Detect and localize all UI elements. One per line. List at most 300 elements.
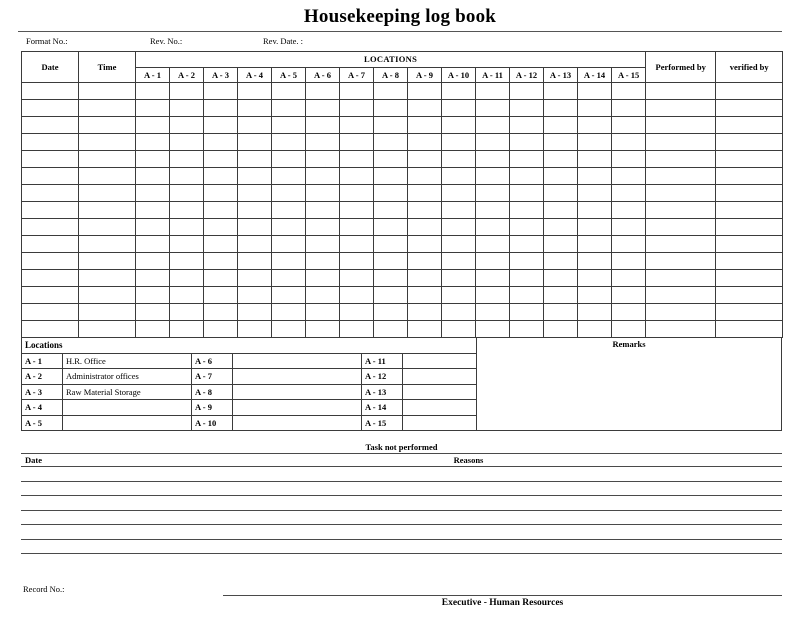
table-cell[interactable] bbox=[442, 253, 476, 270]
table-cell[interactable] bbox=[544, 321, 578, 338]
table-cell[interactable] bbox=[79, 219, 136, 236]
table-cell[interactable] bbox=[716, 134, 783, 151]
table-cell[interactable] bbox=[408, 321, 442, 338]
table-cell[interactable] bbox=[646, 185, 716, 202]
table-cell[interactable] bbox=[170, 253, 204, 270]
table-cell[interactable] bbox=[170, 202, 204, 219]
table-cell[interactable] bbox=[544, 100, 578, 117]
table-cell[interactable] bbox=[476, 304, 510, 321]
table-row[interactable] bbox=[22, 151, 783, 168]
table-cell[interactable] bbox=[442, 287, 476, 304]
table-cell[interactable] bbox=[136, 253, 170, 270]
table-cell[interactable] bbox=[578, 202, 612, 219]
table-cell[interactable] bbox=[272, 270, 306, 287]
table-cell[interactable] bbox=[578, 168, 612, 185]
table-cell[interactable] bbox=[79, 202, 136, 219]
table-cell[interactable] bbox=[510, 270, 544, 287]
table-cell[interactable] bbox=[476, 134, 510, 151]
table-cell[interactable] bbox=[22, 83, 79, 100]
table-cell[interactable] bbox=[646, 236, 716, 253]
table-cell[interactable] bbox=[238, 185, 272, 202]
table-cell[interactable] bbox=[204, 168, 238, 185]
table-cell[interactable] bbox=[510, 321, 544, 338]
table-cell[interactable] bbox=[578, 287, 612, 304]
table-cell[interactable] bbox=[306, 253, 340, 270]
table-cell[interactable] bbox=[510, 219, 544, 236]
table-cell[interactable] bbox=[544, 270, 578, 287]
table-cell[interactable] bbox=[170, 168, 204, 185]
table-cell[interactable] bbox=[136, 202, 170, 219]
table-cell[interactable] bbox=[442, 304, 476, 321]
table-cell[interactable] bbox=[544, 117, 578, 134]
table-cell[interactable] bbox=[408, 219, 442, 236]
table-cell[interactable] bbox=[204, 321, 238, 338]
table-cell[interactable] bbox=[204, 253, 238, 270]
table-row[interactable] bbox=[22, 253, 783, 270]
table-cell[interactable] bbox=[79, 117, 136, 134]
table-cell[interactable] bbox=[340, 270, 374, 287]
table-cell[interactable] bbox=[374, 83, 408, 100]
table-cell[interactable] bbox=[22, 100, 79, 117]
table-cell[interactable] bbox=[646, 83, 716, 100]
table-cell[interactable] bbox=[22, 321, 79, 338]
table-row[interactable] bbox=[22, 304, 783, 321]
table-cell[interactable] bbox=[272, 321, 306, 338]
table-cell[interactable] bbox=[476, 219, 510, 236]
table-cell[interactable] bbox=[306, 287, 340, 304]
table-cell[interactable] bbox=[476, 168, 510, 185]
table-cell[interactable] bbox=[306, 151, 340, 168]
table-cell[interactable] bbox=[272, 253, 306, 270]
table-row[interactable] bbox=[22, 219, 783, 236]
task-not-performed-line[interactable] bbox=[21, 510, 782, 525]
table-row[interactable] bbox=[22, 236, 783, 253]
table-cell[interactable] bbox=[442, 134, 476, 151]
table-cell[interactable] bbox=[612, 117, 646, 134]
legend-value[interactable]: Administrator offices bbox=[63, 369, 192, 385]
table-cell[interactable] bbox=[716, 287, 783, 304]
table-cell[interactable] bbox=[170, 117, 204, 134]
table-cell[interactable] bbox=[272, 134, 306, 151]
table-cell[interactable] bbox=[374, 321, 408, 338]
table-cell[interactable] bbox=[544, 253, 578, 270]
table-cell[interactable] bbox=[612, 321, 646, 338]
table-cell[interactable] bbox=[272, 304, 306, 321]
table-cell[interactable] bbox=[442, 100, 476, 117]
table-cell[interactable] bbox=[79, 168, 136, 185]
table-cell[interactable] bbox=[22, 117, 79, 134]
table-cell[interactable] bbox=[578, 134, 612, 151]
table-cell[interactable] bbox=[646, 168, 716, 185]
legend-value[interactable] bbox=[233, 400, 362, 416]
table-cell[interactable] bbox=[204, 151, 238, 168]
table-cell[interactable] bbox=[374, 219, 408, 236]
table-cell[interactable] bbox=[272, 100, 306, 117]
table-cell[interactable] bbox=[204, 134, 238, 151]
table-cell[interactable] bbox=[510, 100, 544, 117]
table-cell[interactable] bbox=[272, 117, 306, 134]
table-cell[interactable] bbox=[408, 117, 442, 134]
table-cell[interactable] bbox=[170, 151, 204, 168]
table-cell[interactable] bbox=[22, 304, 79, 321]
table-cell[interactable] bbox=[272, 236, 306, 253]
table-cell[interactable] bbox=[238, 117, 272, 134]
table-cell[interactable] bbox=[646, 151, 716, 168]
table-cell[interactable] bbox=[442, 117, 476, 134]
table-cell[interactable] bbox=[306, 100, 340, 117]
table-cell[interactable] bbox=[544, 151, 578, 168]
table-cell[interactable] bbox=[716, 236, 783, 253]
table-cell[interactable] bbox=[340, 83, 374, 100]
table-cell[interactable] bbox=[510, 202, 544, 219]
table-cell[interactable] bbox=[510, 253, 544, 270]
legend-value[interactable] bbox=[233, 415, 362, 431]
table-cell[interactable] bbox=[408, 134, 442, 151]
table-cell[interactable] bbox=[79, 287, 136, 304]
table-cell[interactable] bbox=[578, 270, 612, 287]
table-cell[interactable] bbox=[716, 304, 783, 321]
table-cell[interactable] bbox=[408, 270, 442, 287]
task-not-performed-line[interactable] bbox=[21, 495, 782, 510]
table-cell[interactable] bbox=[204, 236, 238, 253]
table-cell[interactable] bbox=[204, 185, 238, 202]
table-cell[interactable] bbox=[204, 100, 238, 117]
table-row[interactable] bbox=[22, 100, 783, 117]
table-cell[interactable] bbox=[136, 100, 170, 117]
table-cell[interactable] bbox=[612, 304, 646, 321]
task-not-performed-line[interactable] bbox=[21, 539, 782, 554]
table-row[interactable] bbox=[22, 117, 783, 134]
table-cell[interactable] bbox=[716, 117, 783, 134]
task-not-performed-line[interactable] bbox=[21, 466, 782, 481]
table-cell[interactable] bbox=[238, 151, 272, 168]
table-cell[interactable] bbox=[544, 185, 578, 202]
table-cell[interactable] bbox=[306, 236, 340, 253]
table-cell[interactable] bbox=[340, 219, 374, 236]
table-cell[interactable] bbox=[476, 100, 510, 117]
table-cell[interactable] bbox=[510, 287, 544, 304]
remarks-panel[interactable] bbox=[477, 338, 782, 431]
table-cell[interactable] bbox=[272, 202, 306, 219]
table-cell[interactable] bbox=[204, 270, 238, 287]
table-cell[interactable] bbox=[716, 321, 783, 338]
table-cell[interactable] bbox=[476, 151, 510, 168]
legend-value[interactable] bbox=[403, 415, 477, 431]
table-cell[interactable] bbox=[136, 168, 170, 185]
table-cell[interactable] bbox=[646, 321, 716, 338]
table-cell[interactable] bbox=[340, 134, 374, 151]
table-cell[interactable] bbox=[442, 236, 476, 253]
table-cell[interactable] bbox=[374, 202, 408, 219]
table-cell[interactable] bbox=[716, 185, 783, 202]
table-cell[interactable] bbox=[408, 185, 442, 202]
table-cell[interactable] bbox=[476, 117, 510, 134]
table-cell[interactable] bbox=[442, 321, 476, 338]
table-cell[interactable] bbox=[306, 321, 340, 338]
table-cell[interactable] bbox=[578, 151, 612, 168]
table-cell[interactable] bbox=[272, 83, 306, 100]
table-cell[interactable] bbox=[136, 270, 170, 287]
table-cell[interactable] bbox=[170, 287, 204, 304]
table-cell[interactable] bbox=[544, 304, 578, 321]
table-cell[interactable] bbox=[578, 117, 612, 134]
table-cell[interactable] bbox=[79, 83, 136, 100]
table-cell[interactable] bbox=[22, 287, 79, 304]
table-cell[interactable] bbox=[238, 219, 272, 236]
table-cell[interactable] bbox=[374, 134, 408, 151]
table-cell[interactable] bbox=[272, 168, 306, 185]
table-cell[interactable] bbox=[408, 304, 442, 321]
table-cell[interactable] bbox=[578, 304, 612, 321]
table-cell[interactable] bbox=[476, 321, 510, 338]
table-cell[interactable] bbox=[340, 117, 374, 134]
table-cell[interactable] bbox=[238, 236, 272, 253]
table-cell[interactable] bbox=[238, 270, 272, 287]
legend-value[interactable]: Raw Material Storage bbox=[63, 384, 192, 400]
table-row[interactable] bbox=[22, 168, 783, 185]
table-cell[interactable] bbox=[578, 321, 612, 338]
table-cell[interactable] bbox=[612, 202, 646, 219]
table-cell[interactable] bbox=[22, 253, 79, 270]
table-cell[interactable] bbox=[306, 83, 340, 100]
table-cell[interactable] bbox=[442, 168, 476, 185]
table-cell[interactable] bbox=[612, 185, 646, 202]
table-cell[interactable] bbox=[646, 253, 716, 270]
table-cell[interactable] bbox=[340, 253, 374, 270]
table-cell[interactable] bbox=[136, 304, 170, 321]
table-cell[interactable] bbox=[374, 100, 408, 117]
table-cell[interactable] bbox=[374, 151, 408, 168]
table-cell[interactable] bbox=[408, 168, 442, 185]
table-cell[interactable] bbox=[340, 202, 374, 219]
table-cell[interactable] bbox=[476, 287, 510, 304]
table-cell[interactable] bbox=[510, 304, 544, 321]
table-cell[interactable] bbox=[442, 83, 476, 100]
table-cell[interactable] bbox=[170, 321, 204, 338]
table-cell[interactable] bbox=[204, 287, 238, 304]
table-cell[interactable] bbox=[79, 321, 136, 338]
legend-value[interactable] bbox=[63, 400, 192, 416]
table-cell[interactable] bbox=[204, 117, 238, 134]
table-cell[interactable] bbox=[22, 168, 79, 185]
table-cell[interactable] bbox=[374, 185, 408, 202]
table-cell[interactable] bbox=[272, 151, 306, 168]
table-cell[interactable] bbox=[238, 304, 272, 321]
legend-value[interactable] bbox=[233, 353, 362, 369]
table-cell[interactable] bbox=[272, 219, 306, 236]
table-cell[interactable] bbox=[544, 219, 578, 236]
table-row[interactable] bbox=[22, 83, 783, 100]
table-cell[interactable] bbox=[340, 168, 374, 185]
table-cell[interactable] bbox=[544, 83, 578, 100]
table-cell[interactable] bbox=[612, 134, 646, 151]
table-cell[interactable] bbox=[22, 270, 79, 287]
table-cell[interactable] bbox=[136, 185, 170, 202]
table-cell[interactable] bbox=[646, 202, 716, 219]
table-cell[interactable] bbox=[408, 100, 442, 117]
table-cell[interactable] bbox=[612, 287, 646, 304]
table-cell[interactable] bbox=[646, 270, 716, 287]
table-cell[interactable] bbox=[79, 100, 136, 117]
table-cell[interactable] bbox=[238, 100, 272, 117]
table-row[interactable] bbox=[22, 270, 783, 287]
table-cell[interactable] bbox=[136, 151, 170, 168]
table-cell[interactable] bbox=[442, 185, 476, 202]
table-cell[interactable] bbox=[716, 100, 783, 117]
table-cell[interactable] bbox=[578, 236, 612, 253]
table-cell[interactable] bbox=[79, 253, 136, 270]
table-cell[interactable] bbox=[716, 270, 783, 287]
table-cell[interactable] bbox=[136, 134, 170, 151]
table-row[interactable] bbox=[22, 321, 783, 338]
table-cell[interactable] bbox=[170, 83, 204, 100]
table-cell[interactable] bbox=[476, 270, 510, 287]
table-cell[interactable] bbox=[136, 117, 170, 134]
legend-value[interactable] bbox=[403, 384, 477, 400]
table-cell[interactable] bbox=[408, 287, 442, 304]
table-cell[interactable] bbox=[612, 151, 646, 168]
table-cell[interactable] bbox=[204, 304, 238, 321]
table-cell[interactable] bbox=[476, 202, 510, 219]
table-cell[interactable] bbox=[510, 83, 544, 100]
table-cell[interactable] bbox=[22, 202, 79, 219]
table-cell[interactable] bbox=[79, 304, 136, 321]
table-cell[interactable] bbox=[578, 253, 612, 270]
table-cell[interactable] bbox=[716, 151, 783, 168]
table-row[interactable] bbox=[22, 202, 783, 219]
table-cell[interactable] bbox=[79, 151, 136, 168]
table-cell[interactable] bbox=[612, 270, 646, 287]
table-cell[interactable] bbox=[408, 151, 442, 168]
table-cell[interactable] bbox=[716, 168, 783, 185]
table-cell[interactable] bbox=[544, 236, 578, 253]
table-cell[interactable] bbox=[716, 202, 783, 219]
legend-value[interactable]: H.R. Office bbox=[63, 353, 192, 369]
table-cell[interactable] bbox=[612, 219, 646, 236]
table-cell[interactable] bbox=[136, 219, 170, 236]
table-cell[interactable] bbox=[306, 219, 340, 236]
table-cell[interactable] bbox=[306, 185, 340, 202]
table-cell[interactable] bbox=[238, 321, 272, 338]
table-cell[interactable] bbox=[612, 236, 646, 253]
table-cell[interactable] bbox=[374, 236, 408, 253]
table-cell[interactable] bbox=[646, 117, 716, 134]
table-row[interactable] bbox=[22, 134, 783, 151]
table-cell[interactable] bbox=[578, 185, 612, 202]
table-cell[interactable] bbox=[612, 168, 646, 185]
table-cell[interactable] bbox=[408, 236, 442, 253]
table-cell[interactable] bbox=[374, 117, 408, 134]
legend-value[interactable] bbox=[233, 384, 362, 400]
table-cell[interactable] bbox=[340, 287, 374, 304]
table-cell[interactable] bbox=[340, 304, 374, 321]
table-cell[interactable] bbox=[204, 202, 238, 219]
table-cell[interactable] bbox=[170, 134, 204, 151]
table-cell[interactable] bbox=[136, 83, 170, 100]
table-cell[interactable] bbox=[510, 236, 544, 253]
table-cell[interactable] bbox=[79, 270, 136, 287]
table-cell[interactable] bbox=[272, 287, 306, 304]
table-cell[interactable] bbox=[442, 202, 476, 219]
table-cell[interactable] bbox=[340, 100, 374, 117]
table-cell[interactable] bbox=[374, 304, 408, 321]
table-cell[interactable] bbox=[238, 202, 272, 219]
table-cell[interactable] bbox=[22, 219, 79, 236]
table-cell[interactable] bbox=[136, 287, 170, 304]
table-cell[interactable] bbox=[408, 202, 442, 219]
task-not-performed-line[interactable] bbox=[21, 553, 782, 568]
table-cell[interactable] bbox=[306, 270, 340, 287]
table-cell[interactable] bbox=[510, 168, 544, 185]
table-cell[interactable] bbox=[612, 253, 646, 270]
table-cell[interactable] bbox=[306, 134, 340, 151]
table-cell[interactable] bbox=[238, 253, 272, 270]
task-not-performed-line[interactable] bbox=[21, 481, 782, 496]
table-cell[interactable] bbox=[510, 134, 544, 151]
table-cell[interactable] bbox=[476, 83, 510, 100]
table-cell[interactable] bbox=[476, 236, 510, 253]
legend-value[interactable] bbox=[233, 369, 362, 385]
table-cell[interactable] bbox=[22, 134, 79, 151]
table-cell[interactable] bbox=[272, 185, 306, 202]
table-cell[interactable] bbox=[238, 168, 272, 185]
table-cell[interactable] bbox=[716, 83, 783, 100]
table-cell[interactable] bbox=[340, 151, 374, 168]
table-cell[interactable] bbox=[306, 117, 340, 134]
table-cell[interactable] bbox=[238, 83, 272, 100]
table-cell[interactable] bbox=[612, 83, 646, 100]
table-cell[interactable] bbox=[79, 185, 136, 202]
table-cell[interactable] bbox=[646, 304, 716, 321]
table-cell[interactable] bbox=[646, 287, 716, 304]
table-cell[interactable] bbox=[238, 134, 272, 151]
legend-value[interactable] bbox=[403, 353, 477, 369]
table-cell[interactable] bbox=[306, 168, 340, 185]
table-cell[interactable] bbox=[544, 202, 578, 219]
table-cell[interactable] bbox=[646, 134, 716, 151]
table-cell[interactable] bbox=[340, 185, 374, 202]
table-cell[interactable] bbox=[578, 219, 612, 236]
table-cell[interactable] bbox=[510, 185, 544, 202]
table-cell[interactable] bbox=[374, 168, 408, 185]
table-cell[interactable] bbox=[170, 100, 204, 117]
table-row[interactable] bbox=[22, 185, 783, 202]
table-cell[interactable] bbox=[238, 287, 272, 304]
table-cell[interactable] bbox=[306, 304, 340, 321]
table-cell[interactable] bbox=[136, 236, 170, 253]
table-cell[interactable] bbox=[204, 83, 238, 100]
table-cell[interactable] bbox=[340, 321, 374, 338]
table-cell[interactable] bbox=[22, 151, 79, 168]
legend-value[interactable] bbox=[403, 400, 477, 416]
table-cell[interactable] bbox=[306, 202, 340, 219]
table-cell[interactable] bbox=[170, 270, 204, 287]
table-cell[interactable] bbox=[170, 219, 204, 236]
table-row[interactable] bbox=[22, 287, 783, 304]
table-cell[interactable] bbox=[374, 270, 408, 287]
legend-value[interactable] bbox=[403, 369, 477, 385]
table-cell[interactable] bbox=[612, 100, 646, 117]
table-cell[interactable] bbox=[544, 134, 578, 151]
table-cell[interactable] bbox=[442, 270, 476, 287]
table-cell[interactable] bbox=[136, 321, 170, 338]
table-cell[interactable] bbox=[544, 287, 578, 304]
task-not-performed-line[interactable] bbox=[21, 524, 782, 539]
table-cell[interactable] bbox=[544, 168, 578, 185]
table-cell[interactable] bbox=[408, 83, 442, 100]
legend-value[interactable] bbox=[63, 415, 192, 431]
table-cell[interactable] bbox=[510, 117, 544, 134]
